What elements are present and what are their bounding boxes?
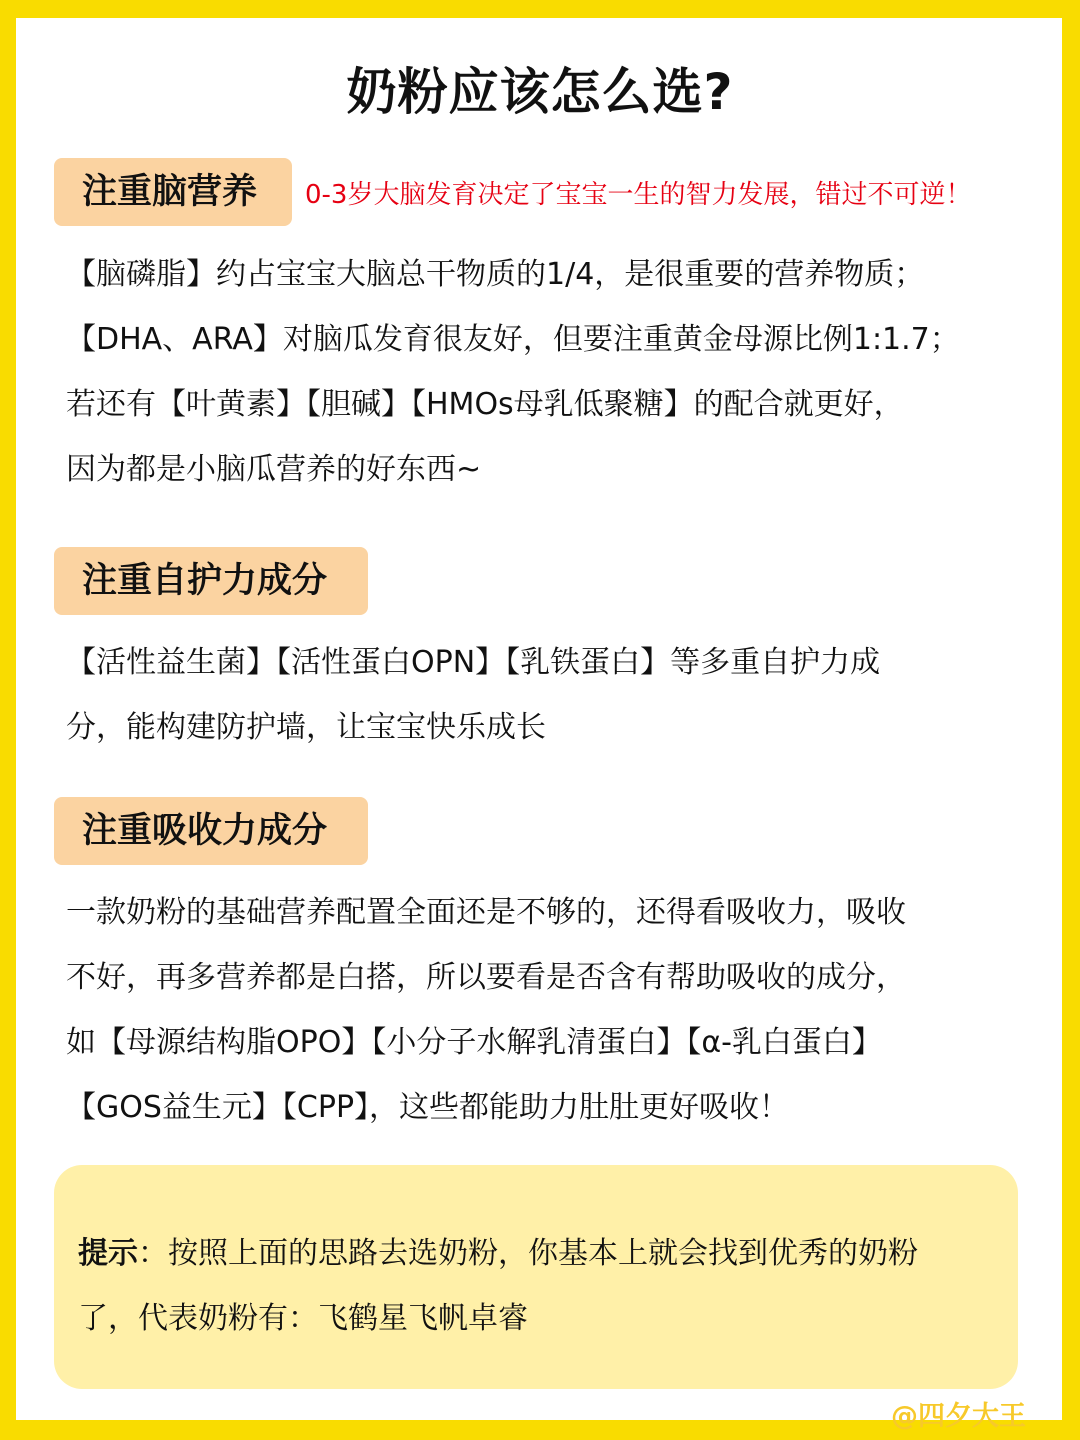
paragraph-line: 【脑磷脂】约占宝宝大脑总干物质的1/4，是很重要的营养物质； <box>66 257 925 292</box>
paragraph-line: 【GOS益生元】【CPP】，这些都能助力肚肚更好吸收！ <box>66 1090 790 1125</box>
paragraph-line: 如【母源结构脂OPO】【小分子水解乳清蛋白】【α-乳白蛋白】 <box>66 1025 882 1060</box>
paragraph-line: 分，能构建防护墙，让宝宝快乐成长 <box>66 710 546 745</box>
page-title: 奶粉应该怎么选? <box>346 63 734 121</box>
section-tag-absorption: 注重吸收力成分 <box>54 797 368 865</box>
section-tag-brain: 注重脑营养 <box>54 158 292 226</box>
paragraph-line: 【DHA、ARA】对脑瓜发育很友好，但要注重黄金母源比例1:1.7； <box>66 322 960 357</box>
paragraph-line: 一款奶粉的基础营养配置全面还是不够的，还得看吸收力，吸收 <box>66 895 906 930</box>
author-watermark: @四夕大王 <box>891 1401 1026 1432</box>
section-tag-protection: 注重自护力成分 <box>54 547 368 615</box>
paragraph-line: 若还有【叶黄素】【胆碱】【HMOs母乳低聚糖】的配合就更好， <box>66 387 904 422</box>
tip-label: 提示 <box>78 1236 138 1271</box>
brain-paragraph <box>66 242 1026 502</box>
absorption-paragraph <box>66 880 1026 1140</box>
tip-box <box>54 1165 1018 1389</box>
tip-line-1: ：按照上面的思路去选奶粉，你基本上就会找到优秀的奶粉 <box>138 1236 918 1271</box>
brain-note: 0-3岁大脑发育决定了宝宝一生的智力发展，错过不可逆！ <box>305 180 972 210</box>
paragraph-line: 【活性益生菌】【活性蛋白OPN】【乳铁蛋白】等多重自护力成 <box>66 645 881 680</box>
paragraph-line: 因为都是小脑瓜营养的好东西~ <box>66 452 482 487</box>
paragraph-line: 不好，再多营养都是白搭，所以要看是否含有帮助吸收的成分， <box>66 960 906 995</box>
tip-text <box>78 1221 1008 1351</box>
tip-line <box>78 1221 1008 1286</box>
tip-line-2: 了，代表奶粉有：飞鹤星飞帆卓睿 <box>78 1301 528 1336</box>
protection-paragraph <box>66 630 1026 760</box>
